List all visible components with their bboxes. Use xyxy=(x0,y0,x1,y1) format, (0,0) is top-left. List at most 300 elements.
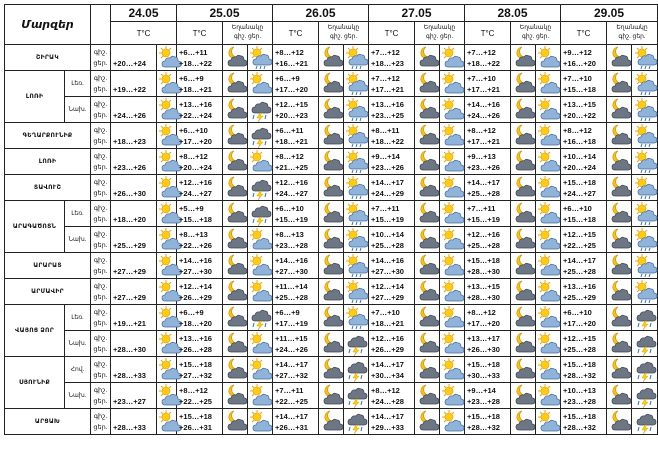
temp-cell xyxy=(465,149,511,175)
temp-night: +8…+12 xyxy=(179,151,208,161)
sun-cloud-rain-icon xyxy=(632,123,658,149)
moon-cloud-icon xyxy=(223,357,248,383)
row-label xyxy=(91,45,111,71)
forecast-row xyxy=(5,383,658,409)
temp-cell xyxy=(369,305,415,331)
sun-cloud-icon xyxy=(440,357,465,383)
temp-day: +26…+28 xyxy=(179,344,212,354)
day-label: ցեր. xyxy=(93,85,108,93)
forecast-sheet xyxy=(4,4,648,450)
temp-cell xyxy=(177,149,223,175)
sun-cloud-rain-icon xyxy=(344,253,369,279)
temp-cell xyxy=(369,357,415,383)
day-label: ցեր. xyxy=(93,59,108,67)
temp-cell xyxy=(273,357,319,383)
temp-value: +18…+23 xyxy=(113,136,146,146)
sun-cloud-icon xyxy=(440,331,465,357)
moon-cloud-icon xyxy=(319,175,344,201)
weather-icon-24 xyxy=(157,383,177,409)
temp-cell xyxy=(369,97,415,123)
temp-night: +9…+14 xyxy=(467,385,496,395)
temp-night: +15…+18 xyxy=(467,359,500,369)
day-label: ցեր. xyxy=(93,111,108,119)
moon-cloud-icon xyxy=(319,305,344,331)
moon-cloud-icon xyxy=(319,331,344,357)
temp-night: +15…+18 xyxy=(179,411,212,421)
weather-icon-24 xyxy=(157,149,177,175)
sun-cloud-icon xyxy=(248,357,273,383)
sun-cloud-icon xyxy=(536,123,561,149)
temp-24 xyxy=(111,227,157,253)
temp-cell xyxy=(465,305,511,331)
sun-cloud-icon xyxy=(536,71,561,97)
header-blank xyxy=(91,5,111,45)
temp-cell xyxy=(561,331,607,357)
moon-cloud-icon xyxy=(223,383,248,409)
temp-cell xyxy=(465,123,511,149)
temp-value: +28…+30 xyxy=(113,344,146,354)
forecast-row xyxy=(5,149,658,175)
temp-24 xyxy=(111,331,157,357)
temp-night: +12…+15 xyxy=(563,229,596,239)
temp-day: +18…+22 xyxy=(179,58,212,68)
temp-night: +8…+12 xyxy=(467,125,496,135)
temp-night: +9…+13 xyxy=(467,151,496,161)
temp-night: +7…+10 xyxy=(467,73,496,83)
temp-24 xyxy=(111,149,157,175)
forecast-row xyxy=(5,227,658,253)
temp-night: +11…+15 xyxy=(275,333,308,343)
weather-icon-24 xyxy=(157,227,177,253)
row-label xyxy=(91,227,111,253)
moon-cloud-icon xyxy=(415,383,440,409)
sun-cloud-rain-icon xyxy=(632,149,658,175)
moon-cloud-icon xyxy=(415,227,440,253)
sun-cloud-icon xyxy=(536,201,561,227)
forecast-row xyxy=(5,71,658,97)
moon-cloud-icon xyxy=(319,279,344,305)
temp-day: +22…+24 xyxy=(179,110,212,120)
moon-cloud-icon xyxy=(511,409,536,435)
temp-cell xyxy=(369,279,415,305)
temp-day: +23…+26 xyxy=(467,162,500,172)
temp-24 xyxy=(111,383,157,409)
temp-night: +7…+10 xyxy=(563,73,592,83)
temp-night: +14…+16 xyxy=(467,99,500,109)
forecast-row xyxy=(5,201,658,227)
weather-header-title: Եղանակը xyxy=(231,25,264,31)
sun-cloud-icon xyxy=(440,383,465,409)
temp-value: +27…+29 xyxy=(113,292,146,302)
moon-cloud-icon xyxy=(511,71,536,97)
temp-day: +30…+34 xyxy=(371,370,404,380)
sun-cloud-rain-icon xyxy=(632,97,658,123)
region-subzone: Նախ. xyxy=(65,227,91,253)
cloud-storm-icon xyxy=(344,357,369,383)
temp-value: +25…+29 xyxy=(113,240,146,250)
temp-24 xyxy=(111,71,157,97)
cloud-storm-icon xyxy=(248,123,273,149)
region-name: ԱՐՄԱՎԻՐ xyxy=(5,279,91,305)
moon-cloud-icon xyxy=(415,175,440,201)
temp-day: +17…+20 xyxy=(275,84,308,94)
temp-cell xyxy=(465,227,511,253)
moon-cloud-icon xyxy=(223,123,248,149)
region-subzone: Լեռ. xyxy=(65,305,91,331)
cloud-storm-icon xyxy=(344,331,369,357)
temp-cell xyxy=(369,175,415,201)
temp-night: +8…+12 xyxy=(275,47,304,57)
region-name: ԱՐՑԱԽ xyxy=(5,409,91,435)
temp-day: +22…+26 xyxy=(179,240,212,250)
temp-night: +15…+18 xyxy=(563,411,596,421)
temp-night: +14…+17 xyxy=(467,177,500,187)
temp-day: +23…+25 xyxy=(371,110,404,120)
temp-day: +22…+25 xyxy=(275,396,308,406)
temp-cell xyxy=(561,383,607,409)
sun-cloud-rain-icon xyxy=(344,149,369,175)
night-label: գիշ. xyxy=(93,230,108,238)
weather-header-title: Եղանակը xyxy=(616,25,648,31)
temp-night: +8…+12 xyxy=(467,307,496,317)
weather-header xyxy=(511,22,561,45)
moon-cloud-icon xyxy=(223,227,248,253)
moon-cloud-icon xyxy=(319,149,344,175)
temp-night: +15…+18 xyxy=(467,411,500,421)
sun-cloud-icon xyxy=(440,201,465,227)
weather-header xyxy=(607,22,658,45)
sun-cloud-icon xyxy=(248,383,273,409)
temp-day: +18…+21 xyxy=(371,318,404,328)
temp-night: +9…+12 xyxy=(563,47,592,57)
row-label xyxy=(91,279,111,305)
weather-icon-24 xyxy=(157,71,177,97)
moon-cloud-icon xyxy=(511,123,536,149)
temp-cell xyxy=(369,45,415,71)
temp-cell xyxy=(273,149,319,175)
temp-header: T°C xyxy=(369,22,415,45)
temp-night: +5…+9 xyxy=(179,203,204,213)
temp-night: +13…+16 xyxy=(179,333,212,343)
temp-night: +7…+11 xyxy=(275,385,304,395)
region-subzone: Լեռ. xyxy=(65,71,91,97)
temp-night: +6…+10 xyxy=(179,125,208,135)
moon-cloud-icon xyxy=(319,97,344,123)
moon-cloud-icon xyxy=(223,279,248,305)
temp-cell xyxy=(561,357,607,383)
day-label: ցեր. xyxy=(536,34,550,40)
temp-day: +18…+21 xyxy=(275,136,308,146)
sun-cloud-rain-icon xyxy=(344,305,369,331)
temp-value: +23…+26 xyxy=(113,162,146,172)
forecast-row xyxy=(5,45,658,71)
weather-header-sub xyxy=(319,33,368,42)
forecast-row xyxy=(5,279,658,305)
temp-night: +15…+18 xyxy=(563,359,596,369)
temp-night: +8…+13 xyxy=(275,229,304,239)
temp-night: +13…+16 xyxy=(371,99,404,109)
temp-header: T°C xyxy=(561,22,607,45)
sun-cloud-icon xyxy=(536,383,561,409)
temp-cell xyxy=(369,201,415,227)
temp-24 xyxy=(111,97,157,123)
moon-cloud-icon xyxy=(511,227,536,253)
temp-day: +20…+23 xyxy=(275,110,308,120)
temp-cell xyxy=(273,45,319,71)
temp-night: +12…+16 xyxy=(467,229,500,239)
temp-night: +12…+15 xyxy=(275,99,308,109)
forecast-row xyxy=(5,331,658,357)
moon-cloud-icon xyxy=(415,331,440,357)
temp-day: +30…+33 xyxy=(467,370,500,380)
temp-24 xyxy=(111,305,157,331)
moon-cloud-icon xyxy=(319,201,344,227)
temp-night: +6…+10 xyxy=(563,307,592,317)
row-label xyxy=(91,409,111,435)
day-label: ցեր. xyxy=(440,34,454,40)
sun-cloud-icon xyxy=(440,97,465,123)
temp-day: +24…+26 xyxy=(275,344,308,354)
temp-night: +12…+16 xyxy=(275,177,308,187)
weather-icon-24 xyxy=(157,305,177,331)
moon-cloud-icon xyxy=(223,305,248,331)
day-label: ցեր. xyxy=(93,215,108,223)
date-24: 24.05 xyxy=(111,5,177,22)
region-name: ՏԱՎՈՒՇ xyxy=(5,175,91,201)
temp-night: +10…+14 xyxy=(371,229,404,239)
temp-cell xyxy=(177,71,223,97)
temp-night: +12…+16 xyxy=(371,333,404,343)
sun-cloud-icon xyxy=(248,331,273,357)
temp-cell xyxy=(561,123,607,149)
temp-cell xyxy=(177,305,223,331)
night-label: գիշ. xyxy=(521,34,535,40)
region-subzone: Նախ. xyxy=(65,331,91,357)
temp-day: +26…+31 xyxy=(275,422,308,432)
temp-day: +27…+32 xyxy=(275,370,308,380)
row-label xyxy=(91,357,111,383)
temp-cell xyxy=(177,279,223,305)
temp-day: +20…+24 xyxy=(179,162,212,172)
temp-cell xyxy=(177,331,223,357)
sun-cloud-rain-icon xyxy=(344,227,369,253)
temp-value: +27…+29 xyxy=(113,266,146,276)
temp-cell xyxy=(465,253,511,279)
sun-cloud-rain-icon xyxy=(632,201,658,227)
temp-cell xyxy=(177,253,223,279)
temp-cell xyxy=(177,175,223,201)
region-name: ԱՐԱԳԱԾՈՏՆ xyxy=(5,201,65,253)
temp-night: +7…+12 xyxy=(371,73,400,83)
temp-cell xyxy=(177,409,223,435)
temp-night: +6…+10 xyxy=(275,203,304,213)
temp-day: +26…+29 xyxy=(179,292,212,302)
temp-night: +15…+18 xyxy=(467,255,500,265)
forecast-row xyxy=(5,175,658,201)
temp-day: +18…+20 xyxy=(179,318,212,328)
temp-cell xyxy=(465,45,511,71)
temp-cell xyxy=(465,357,511,383)
temp-night: +6…+11 xyxy=(275,125,304,135)
temp-day: +15…+19 xyxy=(275,214,308,224)
sun-cloud-icon xyxy=(440,227,465,253)
moon-cloud-icon xyxy=(415,123,440,149)
temp-cell xyxy=(369,409,415,435)
temp-24 xyxy=(111,253,157,279)
sun-cloud-icon xyxy=(440,45,465,71)
cloud-storm-icon xyxy=(344,409,369,435)
temp-night: +12…+16 xyxy=(179,177,212,187)
temp-value: +28…+33 xyxy=(113,370,146,380)
temp-value: +19…+22 xyxy=(113,84,146,94)
moon-cloud-icon xyxy=(223,45,248,71)
temp-day: +21…+25 xyxy=(275,162,308,172)
moon-cloud-icon xyxy=(223,201,248,227)
moon-cloud-icon xyxy=(415,149,440,175)
temp-day: +23…+28 xyxy=(467,396,500,406)
temp-cell xyxy=(273,227,319,253)
temp-day: +18…+22 xyxy=(371,136,404,146)
temp-cell xyxy=(561,227,607,253)
temp-day: +25…+28 xyxy=(275,292,308,302)
weather-icon-24 xyxy=(157,409,177,435)
forecast-row xyxy=(5,97,658,123)
temp-day: +26…+29 xyxy=(371,344,404,354)
temp-night: +14…+16 xyxy=(371,255,404,265)
temp-night: +6…+9 xyxy=(275,73,300,83)
temp-day: +27…+29 xyxy=(371,292,404,302)
temp-cell xyxy=(369,383,415,409)
temp-day: +23…+28 xyxy=(275,240,308,250)
cloud-storm-icon xyxy=(248,201,273,227)
temp-cell xyxy=(273,201,319,227)
sun-cloud-icon xyxy=(536,253,561,279)
sun-cloud-icon xyxy=(536,227,561,253)
temp-day: +22…+25 xyxy=(563,240,596,250)
cloud-storm-icon xyxy=(344,383,369,409)
region-name: ԼՈՌԻ xyxy=(5,71,65,123)
temp-day: +17…+19 xyxy=(275,318,308,328)
temp-day: +28…+32 xyxy=(563,370,596,380)
temp-day: +25…+28 xyxy=(467,188,500,198)
temp-day: +16…+21 xyxy=(275,58,308,68)
night-label: գիշ. xyxy=(233,34,247,40)
temp-day: +27…+30 xyxy=(371,266,404,276)
temp-value: +20…+24 xyxy=(113,58,146,68)
temp-day: +24…+27 xyxy=(563,188,596,198)
moon-cloud-icon xyxy=(415,201,440,227)
temp-night: +6…+11 xyxy=(179,47,208,57)
temp-night: +15…+18 xyxy=(179,359,212,369)
moon-cloud-icon xyxy=(607,45,632,71)
temp-day: +18…+21 xyxy=(179,84,212,94)
sun-cloud-rain-icon xyxy=(632,227,658,253)
temp-cell xyxy=(561,279,607,305)
night-label: գիշ. xyxy=(93,152,108,160)
sun-cloud-rain-icon xyxy=(344,45,369,71)
weather-header xyxy=(223,22,273,45)
day-label: ցեր. xyxy=(93,293,108,301)
temp-day: +17…+20 xyxy=(179,136,212,146)
sun-cloud-icon xyxy=(536,45,561,71)
temp-night: +8…+12 xyxy=(179,385,208,395)
temp-day: +15…+19 xyxy=(467,214,500,224)
temp-day: +22…+25 xyxy=(179,396,212,406)
day-label: ցեր. xyxy=(93,189,108,197)
weather-icon-24 xyxy=(157,123,177,149)
temp-cell xyxy=(369,253,415,279)
sun-cloud-icon xyxy=(536,175,561,201)
moon-cloud-icon xyxy=(511,149,536,175)
temp-night: +14…+17 xyxy=(563,255,596,265)
row-label xyxy=(91,97,111,123)
sun-cloud-icon xyxy=(440,149,465,175)
temp-cell xyxy=(273,279,319,305)
temp-cell xyxy=(177,227,223,253)
weather-header xyxy=(415,22,465,45)
row-label xyxy=(91,201,111,227)
temp-cell xyxy=(561,253,607,279)
night-label: գիշ. xyxy=(93,100,108,108)
moon-cloud-icon xyxy=(319,357,344,383)
temp-night: +14…+16 xyxy=(275,255,308,265)
temp-24 xyxy=(111,175,157,201)
temp-night: +6…+9 xyxy=(275,307,300,317)
temp-day: +18…+23 xyxy=(371,58,404,68)
temp-cell xyxy=(177,383,223,409)
moon-cloud-icon xyxy=(223,71,248,97)
temp-day: +27…+30 xyxy=(275,266,308,276)
moon-cloud-icon xyxy=(319,383,344,409)
forecast-row xyxy=(5,357,658,383)
temp-day: +20…+24 xyxy=(563,162,596,172)
temp-night: +7…+12 xyxy=(467,47,496,57)
temp-cell xyxy=(273,97,319,123)
row-label xyxy=(91,331,111,357)
temp-night: +12…+14 xyxy=(371,281,404,291)
temp-night: +6…+9 xyxy=(179,73,204,83)
temp-day: +24…+27 xyxy=(179,188,212,198)
forecast-row xyxy=(5,123,658,149)
day-label: ցեր. xyxy=(93,163,108,171)
weather-header xyxy=(319,22,369,45)
moon-cloud-icon xyxy=(319,123,344,149)
moon-cloud-icon xyxy=(511,201,536,227)
sun-cloud-icon xyxy=(440,123,465,149)
date-26: 26.05 xyxy=(273,5,369,22)
sun-cloud-icon xyxy=(536,149,561,175)
weather-header-sub xyxy=(607,33,657,42)
temp-night: +8…+12 xyxy=(275,151,304,161)
region-name: ՎԱՅՈՑ ՁՈՐ xyxy=(5,305,65,357)
moon-cloud-icon xyxy=(607,201,632,227)
day-label: ցեր. xyxy=(93,397,108,405)
weather-header-title: Եղանակը xyxy=(423,25,456,31)
temp-day: +16…+20 xyxy=(563,58,596,68)
night-label: գիշ. xyxy=(93,48,108,56)
night-label: գիշ. xyxy=(329,34,343,40)
weather-icon-24 xyxy=(157,357,177,383)
temp-day: +24…+26 xyxy=(467,110,500,120)
temp-value: +23…+27 xyxy=(113,396,146,406)
temp-night: +10…+13 xyxy=(563,385,596,395)
temp-night: +7…+10 xyxy=(371,307,400,317)
temp-day: +28…+30 xyxy=(467,292,500,302)
region-name: ԳԵՂԱՐՔՈՒՆԻՔ xyxy=(5,123,91,149)
moon-cloud-icon xyxy=(223,331,248,357)
cloud-storm-icon xyxy=(632,383,658,409)
temp-cell xyxy=(273,409,319,435)
